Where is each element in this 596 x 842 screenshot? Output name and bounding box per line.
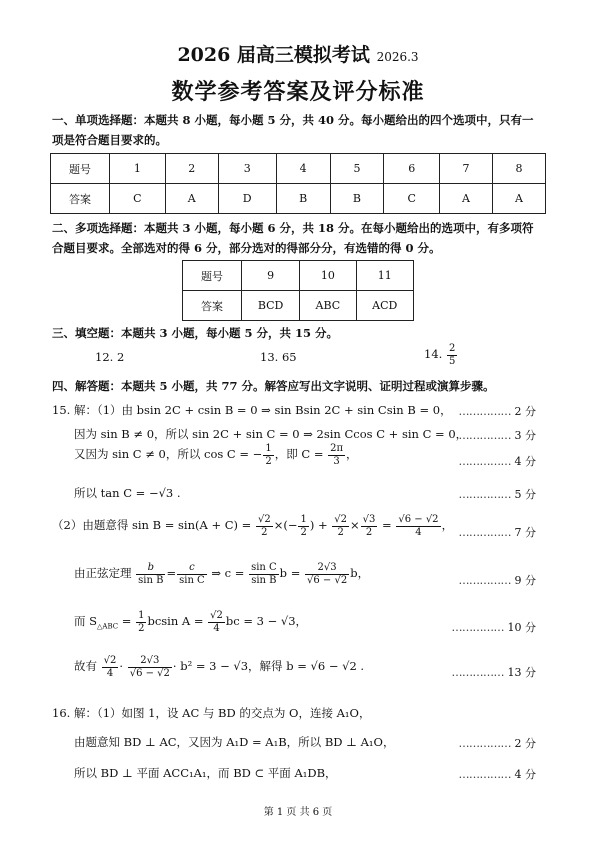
numerator: 2	[448, 343, 456, 354]
text: ，	[441, 518, 454, 532]
text: bc = 3 − √3，	[225, 614, 308, 628]
score-value: 2 分	[514, 405, 536, 418]
fraction	[208, 610, 225, 634]
denominator: sin C	[179, 574, 205, 586]
table-row	[183, 291, 414, 321]
numerator: 2π	[330, 443, 344, 454]
multi-choice-table	[182, 260, 414, 321]
table-cell: 9	[242, 261, 300, 291]
score-mark: …………… 9 分	[458, 574, 536, 587]
score-mark: …………… 13 分	[451, 666, 536, 679]
score-value: 10 分	[507, 621, 536, 634]
score-value: 13 分	[507, 666, 536, 679]
table-cell: A	[165, 184, 218, 214]
q16-line3: 所以 BD ⊥ 平面 ACC₁A₁，而 BD ⊂ 平面 A₁DB，	[74, 766, 337, 780]
table-cell: 6	[384, 154, 440, 184]
denominator: 4	[415, 526, 422, 538]
score-mark: …………… 4 分	[458, 455, 536, 468]
numerator: 2√3	[128, 655, 172, 668]
score-mark: …………… 2 分	[458, 405, 536, 418]
denominator: sin B	[251, 574, 277, 586]
table-cell: D	[218, 184, 276, 214]
answer-13: 13. 65	[260, 350, 297, 364]
table-cell: 7	[440, 154, 493, 184]
text: b =	[279, 566, 301, 580]
page-subtitle: 数学参考答案及评分标准	[171, 79, 425, 105]
table-cell: B	[330, 184, 384, 214]
score-value: 5 分	[514, 488, 536, 501]
fraction	[396, 514, 440, 538]
score-mark: …………… 4 分	[458, 768, 536, 781]
table-cell: 10	[300, 261, 356, 291]
table-header-cell: 题号	[51, 154, 110, 184]
text: ，	[346, 447, 358, 461]
score-mark: …………… 3 分	[458, 429, 536, 442]
fraction	[328, 443, 345, 467]
table-cell: ABC	[300, 291, 356, 321]
table-cell: 8	[493, 154, 546, 184]
numerator: b	[136, 562, 165, 575]
denominator: 2	[337, 526, 344, 538]
table-row	[51, 184, 546, 214]
fraction	[128, 655, 172, 679]
section1-intro-line2: 项是符合题目要求的。	[52, 133, 167, 147]
table-row	[183, 261, 414, 291]
text: ×	[350, 518, 360, 532]
score-mark: …………… 7 分	[458, 526, 536, 539]
fraction	[136, 562, 165, 586]
numerator: 1	[300, 514, 307, 525]
fraction	[332, 514, 349, 538]
score-value: 3 分	[514, 429, 536, 442]
numerator: √6 − √2	[398, 514, 439, 525]
table-cell: B	[276, 184, 330, 214]
denominator: 2	[365, 526, 373, 538]
q16-line1: 16. 解：（1）如图 1，设 AC 与 BD 的交点为 O，连接 A₁O，	[52, 706, 371, 720]
fraction	[256, 514, 273, 538]
fraction	[361, 514, 378, 538]
answer-14	[424, 343, 458, 367]
text: b，	[350, 566, 370, 580]
fraction	[102, 655, 119, 679]
fraction	[249, 562, 279, 586]
text: 由正弦定理	[74, 566, 132, 580]
denominator: 4	[106, 667, 114, 679]
text: ，即 C =	[274, 447, 324, 461]
text: bcsin A =	[147, 614, 204, 628]
fraction	[447, 343, 457, 367]
denominator: 2	[265, 455, 272, 467]
table-cell: 1	[110, 154, 166, 184]
q15-line8	[74, 655, 364, 679]
text: ⇒ c =	[211, 566, 245, 580]
denominator: √6 − √2	[129, 667, 170, 679]
numerator: 2√3	[305, 562, 349, 575]
subscript: △ABC	[97, 622, 119, 631]
numerator: √3	[362, 514, 376, 525]
fraction	[177, 562, 207, 586]
score-mark: …………… 5 分	[458, 488, 536, 501]
numerator: 1	[138, 610, 145, 621]
table-cell: C	[110, 184, 166, 214]
section2-intro-line1: 二、多项选择题：本题共 3 小题，每小题 6 分，共 18 分。在每小题给出的选项中，有多项符	[52, 221, 534, 235]
q15-line7	[74, 610, 307, 634]
numerator: √2	[210, 610, 223, 621]
section4-intro: 四、解答题：本题共 5 小题，共 77 分。解答应写出文字说明、证明过程或演算步骤。	[52, 379, 495, 393]
score-mark: …………… 10 分	[451, 621, 536, 634]
denominator: 2	[300, 526, 307, 538]
table-row	[51, 154, 546, 184]
numerator: sin C	[251, 562, 277, 573]
score-value: 9 分	[514, 574, 536, 587]
text: =	[121, 614, 132, 628]
table-header-cell: 题号	[183, 261, 242, 291]
table-header-cell: 答案	[51, 184, 110, 214]
denominator: 2	[138, 622, 145, 634]
text: =	[382, 518, 392, 532]
q15-line3	[74, 443, 358, 467]
section3-intro: 三、填空题：本题共 3 小题，每小题 5 分，共 15 分。	[52, 326, 339, 340]
score-value: 4 分	[514, 455, 536, 468]
table-cell: A	[440, 184, 493, 214]
score-mark: …………… 2 分	[458, 737, 536, 750]
text: （2）由题意得 sin B = sin(A + C) =	[52, 518, 252, 532]
text: ·	[119, 659, 124, 673]
page-title	[0, 40, 596, 67]
answer-14-label: 14.	[424, 347, 443, 361]
fraction	[305, 562, 349, 586]
table-cell: 5	[330, 154, 384, 184]
q15-line2: 因为 sin B ≠ 0，所以 sin 2C + sin C = 0 ⇒ 2sin Ccos C + sin C = 0，	[74, 427, 468, 441]
table-header-cell: 答案	[183, 291, 242, 321]
q16-line2: 由题意知 BD ⊥ AC，又因为 A₁D = A₁B，所以 BD ⊥ A₁O，	[74, 735, 395, 749]
numerator: √2	[103, 655, 117, 666]
denominator: 3	[333, 455, 340, 467]
fraction	[298, 514, 308, 538]
denominator: sin B	[138, 574, 164, 586]
table-cell: A	[493, 184, 546, 214]
numerator: √2	[334, 514, 348, 525]
table-cell: 4	[276, 154, 330, 184]
text: ×(−	[273, 518, 298, 532]
exam-title: 2026 届高三模拟考试	[177, 44, 370, 66]
numerator: √2	[257, 514, 271, 525]
answer-12: 12. 2	[95, 350, 125, 364]
section1-intro-line1: 一、单项选择题：本题共 8 小题，每小题 5 分，共 40 分。每小题给出的四个选项中，只有一	[52, 113, 534, 127]
numerator: c	[177, 562, 207, 575]
section2-intro-line2: 合题目要求。全部选对的得 6 分，部分选对的得部分分，有选错的得 0 分。	[52, 241, 441, 255]
single-choice-table	[50, 153, 546, 214]
page-footer: 第 1 页 共 6 页	[263, 807, 333, 818]
text: · b² = 3 − √3，解得 b = √6 − √2 .	[172, 659, 365, 673]
denominator: √6 − √2	[306, 574, 348, 586]
text: 故有	[74, 659, 97, 673]
table-cell: ACD	[356, 291, 413, 321]
table-cell: C	[384, 184, 440, 214]
denominator: 5	[448, 355, 456, 367]
denominator: 2	[261, 526, 268, 538]
table-cell: 2	[165, 154, 218, 184]
score-value: 7 分	[514, 526, 536, 539]
score-value: 4 分	[514, 768, 536, 781]
denominator: 4	[213, 622, 220, 634]
text: 而 S	[74, 614, 98, 628]
q15-line1: 15. 解：（1）由 bsin 2C + csin B = 0 ⇒ sin Bsin 2C + sin Csin B = 0，	[52, 403, 452, 417]
exam-date: 2026.3	[376, 50, 419, 64]
q15-line4: 所以 tan C = −√3 .	[74, 486, 181, 500]
q15-line5	[52, 514, 453, 538]
text: =	[166, 566, 177, 580]
table-cell: 11	[356, 261, 413, 291]
score-value: 2 分	[514, 737, 536, 750]
table-cell: 3	[218, 154, 276, 184]
text: ) +	[309, 518, 328, 532]
text: 又因为 sin C ≠ 0，所以 cos C = −	[74, 447, 263, 461]
fraction	[136, 610, 146, 634]
numerator: 1	[265, 443, 272, 454]
q15-line6	[74, 562, 369, 586]
fraction	[263, 443, 273, 467]
table-cell: BCD	[242, 291, 300, 321]
